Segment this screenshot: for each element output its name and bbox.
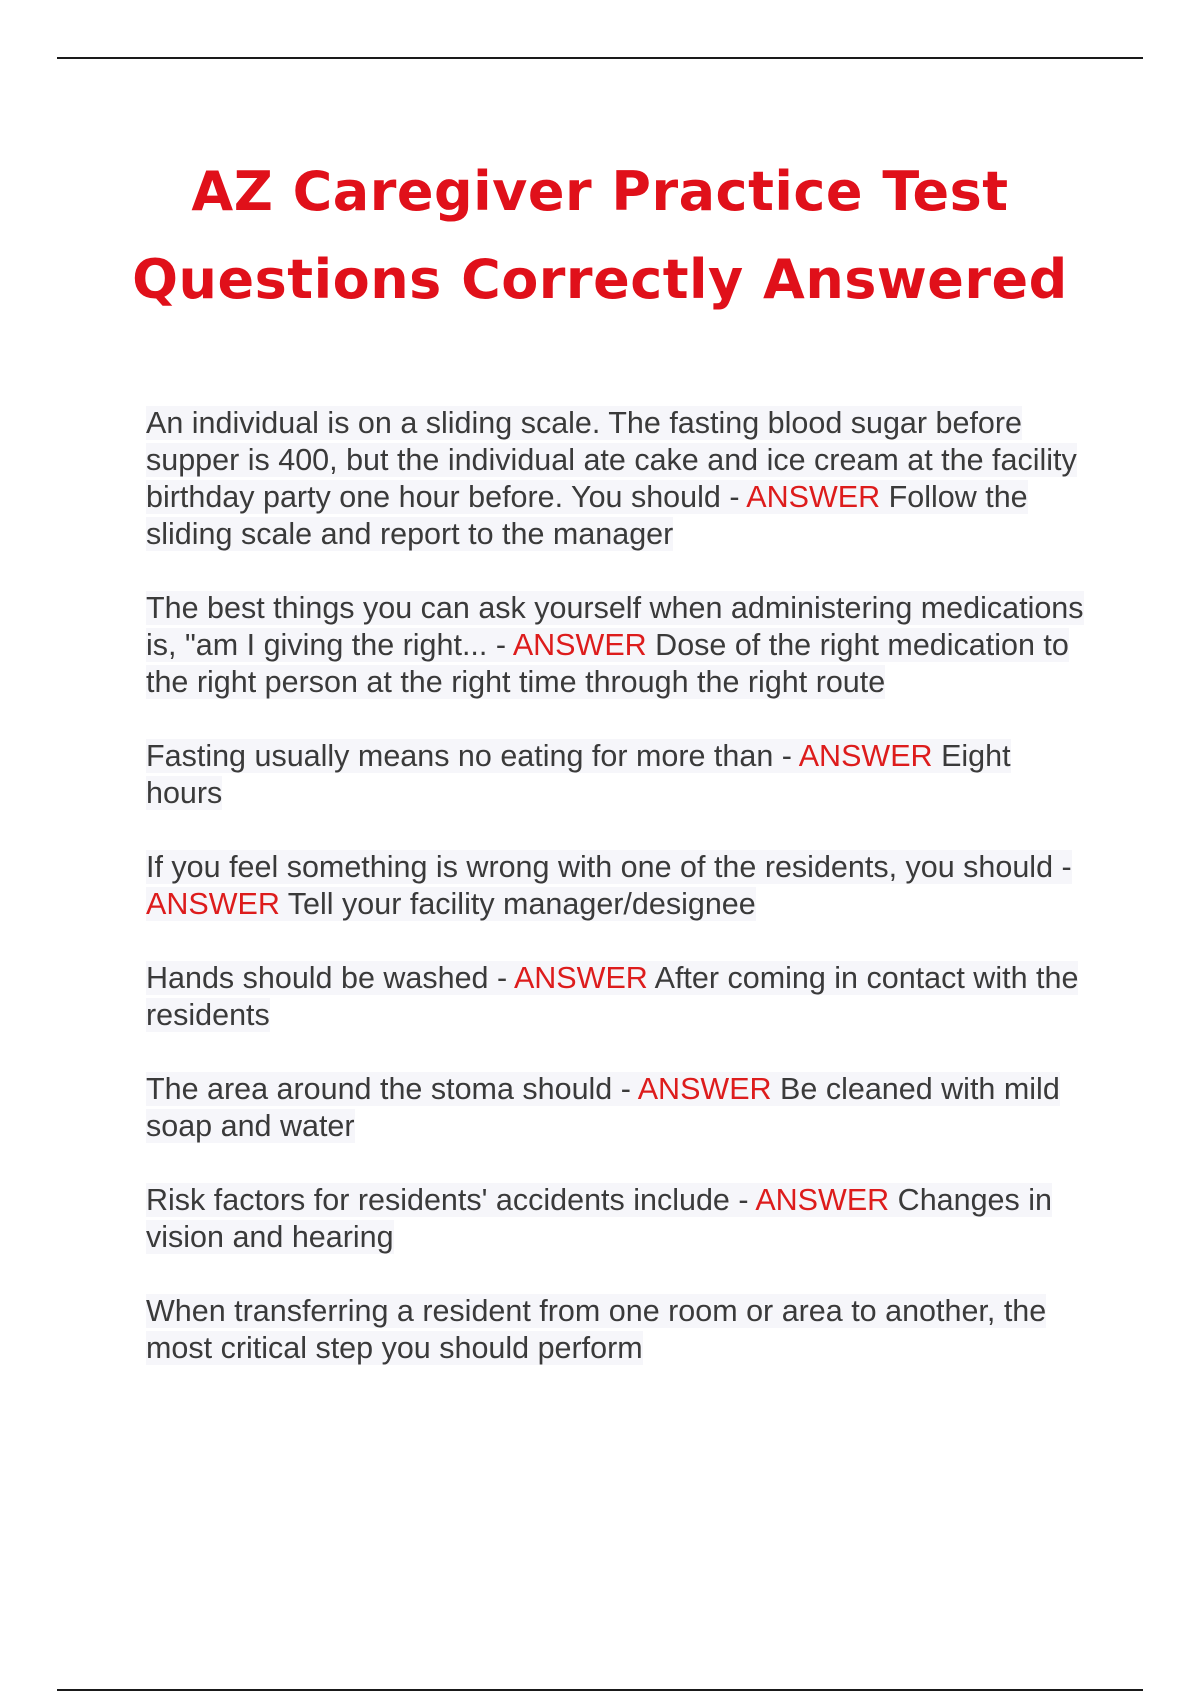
bottom-divider bbox=[57, 1689, 1143, 1691]
answer-label: ANSWER bbox=[798, 739, 933, 773]
title-line-1: AZ Caregiver Practice Test bbox=[191, 160, 1009, 223]
answer-label: ANSWER bbox=[513, 961, 648, 995]
question-text: The area around the stoma should - bbox=[146, 1072, 638, 1106]
qa-item-4 bbox=[146, 849, 1086, 923]
question-text: Risk factors for residents' accidents include - bbox=[146, 1183, 756, 1217]
answer-label: ANSWER bbox=[512, 628, 647, 662]
question-text: An individual is on a sliding scale. The fasting blood sugar before supper is 400, but the individual ate cake and ice cream at the facility birthday party one hour before. You should - bbox=[146, 406, 1077, 514]
qa-item-7 bbox=[146, 1182, 1086, 1256]
answer-label: ANSWER bbox=[746, 480, 881, 514]
answer-text: After coming in contact with the residents bbox=[146, 961, 1079, 1032]
answer-label: ANSWER bbox=[146, 887, 280, 921]
answer-text: Follow the sliding scale and report to the manager bbox=[146, 480, 1028, 551]
question-text: Fasting usually means no eating for more than - bbox=[146, 739, 799, 773]
answer-text: Be cleaned with mild soap and water bbox=[146, 1072, 1060, 1143]
qa-item-3 bbox=[146, 738, 1086, 812]
qa-item-8 bbox=[146, 1293, 1086, 1367]
answer-text: Changes in vision and hearing bbox=[146, 1183, 1052, 1254]
answer-label: ANSWER bbox=[755, 1183, 890, 1217]
answer-text: Dose of the right medication to the right person at the right time through the right route bbox=[146, 628, 1069, 699]
question-text: The best things you can ask yourself when administering medications is, "am I giving the right... - bbox=[146, 591, 1084, 662]
answer-text: Tell your facility manager/designee bbox=[279, 887, 756, 921]
question-text: If you feel something is wrong with one of the residents, you should - bbox=[146, 850, 1072, 884]
qa-item-1 bbox=[146, 405, 1086, 553]
qa-item-6 bbox=[146, 1071, 1086, 1145]
question-text: When transferring a resident from one room or area to another, the most critical step you should perform bbox=[146, 1294, 1047, 1365]
top-divider bbox=[57, 57, 1143, 59]
title-line-2: Questions Correctly Answered bbox=[132, 248, 1068, 311]
answer-text: Eight hours bbox=[146, 739, 1011, 810]
question-text: Hands should be washed - bbox=[146, 961, 514, 995]
qa-list bbox=[146, 405, 1086, 1404]
qa-item-5 bbox=[146, 960, 1086, 1034]
answer-label: ANSWER bbox=[637, 1072, 772, 1106]
qa-item-2 bbox=[146, 590, 1086, 701]
document-title bbox=[0, 148, 1200, 324]
